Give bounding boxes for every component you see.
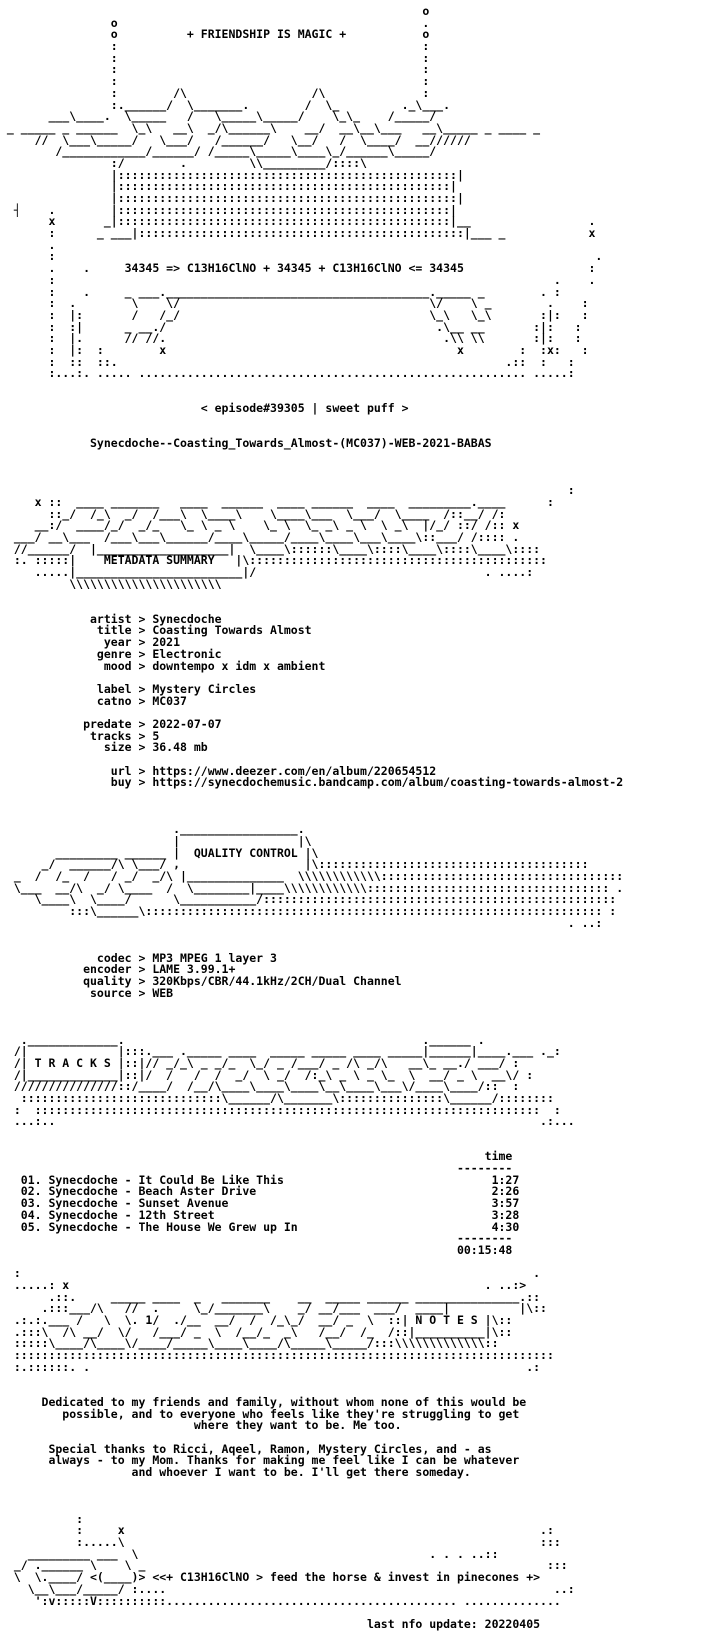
nfo-line: predate > 2022-07-07 [0, 716, 222, 731]
nfo-line: : [0, 1511, 84, 1526]
nfo-line: and whoever I want to be. I'll get there someday. [0, 1464, 471, 1479]
nfo-line: .:::___/\ // . \_/_______\ _/ __/___ ___/ ____| |\:: [0, 1301, 547, 1316]
nfo-line [0, 1479, 704, 1491]
nfo-line: : : [0, 74, 430, 89]
nfo-line: : :: ::. .:: : : [0, 354, 575, 369]
nfo-line: |:::::::::::::::::::::::::::::::::::::::::::::::::| [0, 191, 464, 205]
nfo-line: Synecdoche--Coasting_Towards_Almost-(MC037)-WEB-2021-BABAS [0, 436, 492, 451]
nfo-line: title > Coasting Towards Almost [0, 623, 312, 638]
nfo-line: artist > Synecdoche [0, 611, 222, 626]
nfo-line: : . [0, 249, 603, 264]
nfo-line: :. :::::| METADATA SUMMARY |\::::::::::::::::::::::::::::::::::::::::::: [0, 553, 547, 568]
nfo-line: __:/ ____/_/ _/_ \_ \ _ \ \_ \ \_ _\ _ \ \ _\ |/_/ ::/ /:: x [0, 518, 520, 533]
nfo-line: _ / /_ / / _/ _/\ |______________ \\\\\\\\\\\\::::::::::::::::::::::::::::::::::: [0, 868, 624, 883]
nfo-line: // \___\_____/ \___/ /______/ \__/ / \____/ __////// [0, 132, 471, 147]
nfo-line: ___/ __\___ /___\___\______/____\_____/____\____\___\____\::___/ /:::: . [0, 529, 520, 544]
nfo-line: size > 36.48 mb [0, 740, 208, 755]
nfo-line: 05. Synecdoche - The House We Grew up In 4:30 [0, 1219, 520, 1234]
nfo-line: \ \.____/ <(____)> <<+ C13H16ClNO > feed the horse & invest in pinecones +> [0, 1570, 541, 1585]
nfo-line: :...:. ..... ........................................................ .....: [0, 366, 575, 381]
nfo-line: : : [0, 62, 430, 77]
nfo-line: < episode#39305 | sweet puff > [0, 401, 409, 416]
nfo-line: -------- [0, 1161, 513, 1176]
nfo-line [0, 1373, 704, 1385]
nfo-line: : . \ \/ \/ \ _ . : [0, 296, 589, 311]
nfo-line: encoder > LAME 3.99.1+ [0, 962, 236, 977]
nfo-line: . [0, 237, 56, 252]
nfo-line [0, 789, 704, 801]
nfo-line: ┤ . |::::::::::::::::::::::::::::::::::::::::::::::::| [0, 202, 457, 217]
nfo-line: 01. Synecdoche - It Could Be Like This 1:27 [0, 1172, 520, 1187]
nfo-line: always - to my Mom. Thanks for making me feel like I can be whatever [0, 1453, 520, 1468]
nfo-line: //______/ |___________________| \____\::::::\____\::::\____\::::\____\:::: [0, 541, 541, 556]
nfo-line [0, 801, 704, 813]
nfo-line: mood > downtempo x idm x ambient [0, 658, 326, 673]
nfo-line: :/ . \\_________/::::\ [0, 155, 367, 170]
nfo-line: _________ ___ \ . . . ..:: [0, 1546, 499, 1561]
nfo-line: /| T R A C K S |::|// _/_\ _ _/_ \_/ _ /___/ _ /\ _/\ __\_ __./ ___/ : [0, 1055, 520, 1070]
nfo-line: /____________/______/ /_____\_____\____\_/______\_____/ [0, 144, 437, 159]
nfo-line: : |: / /_/ \_\ \_\ :|: : [0, 307, 589, 322]
nfo-line: : |. // //. .\\ \\ :|: : [0, 331, 582, 346]
nfo-line: : : [0, 39, 430, 54]
nfo-line: _/ .______ \ \ _ ::: [0, 1558, 568, 1573]
nfo-line: ::_/ /_\ _/ /___\ \____\ \____\___ \___/ \____ /::__/ /: [0, 506, 506, 521]
nfo-line: codec > MP3 MPEG 1 layer 3 [0, 950, 277, 965]
nfo-line: | |\ [0, 833, 312, 848]
nfo-line: ___\____. \_____ / \_____\_____/ \_\_ /_____/ [0, 109, 437, 124]
nfo-line [0, 999, 704, 1011]
nfo-line [0, 462, 704, 474]
nfo-line: :.....\ ::: [0, 1535, 561, 1550]
nfo-line: time [0, 1149, 513, 1164]
nfo-line: :::::::::::::::::::::::::::::::::::::::::::::::::::::::::::::::::::::::::::::: [0, 1348, 554, 1363]
nfo-line: ...:.. .:... [0, 1114, 575, 1129]
nfo-line: : : [0, 50, 430, 65]
nfo-line: . ..: [0, 915, 603, 930]
nfo-line [0, 380, 704, 392]
nfo-line [0, 1502, 704, 1514]
nfo-line: _________ ______ | QUALITY CONTROL |\ [0, 845, 319, 860]
nfo-line: ._____________. .______ . [0, 1032, 485, 1047]
nfo-line: : /\ /\ : [0, 85, 430, 100]
nfo-line [0, 1011, 704, 1023]
nfo-line: |:::::::::::::::::::::::::::::::::::::::::::::::::| [0, 167, 464, 182]
nfo-line [0, 590, 704, 602]
nfo-line: url > https://www.deezer.com/en/album/220654512 [0, 763, 437, 778]
nfo-line [0, 1128, 704, 1140]
nfo-line: \\\\\\\\\\\\\\\\\\\\\\ [0, 576, 222, 591]
nfo-line: Dedicated to my friends and family, without whom none of this would be [0, 1394, 527, 1409]
nfo-line [0, 415, 704, 427]
nfo-line: quality > 320Kbps/CBR/44.1kHz/2CH/Dual Channel [0, 974, 402, 989]
nfo-line: :::::::::::::::::::::::::::::\______/\_______\:::::::::::::::\______/:::::::: [0, 1090, 554, 1105]
nfo-line: -------- [0, 1231, 513, 1246]
nfo-line: tracks > 5 [0, 728, 160, 743]
nfo-line: .....: x . ..:> [0, 1277, 527, 1292]
nfo-line: catno > MC037 [0, 693, 187, 708]
nfo-line: ':v:::::V::::::::::.......................................... .............. [0, 1593, 561, 1608]
nfo-line [0, 450, 704, 462]
nfo-line: \___ __/\ _/ \____ / \________|____\\\\\\\\\\\\::::::::::::::::::::::::::::::::::: . [0, 880, 624, 895]
nfo-line: : :| _ __./ .\__ __ :|: : [0, 319, 582, 334]
nfo-line: : [0, 483, 575, 498]
nfo-line: 02. Synecdoche - Beach Aster Drive 2:26 [0, 1184, 520, 1199]
nfo-line: 04. Synecdoche - 12th Street 3:28 [0, 1207, 520, 1222]
nfo-line: \____\ \____/ \___________/::::::::::::::::::::::::::::::::::::::::::::::::::: [0, 892, 617, 907]
nfo-line: last nfo update: 20220405 [0, 1616, 541, 1631]
nfo-line: : . _ ___.______________________________________._____ _ . : [0, 284, 561, 299]
nfo-line: Special thanks to Ricci, Aqeel, Ramon, Mystery Circles, and - as [0, 1441, 492, 1456]
nfo-line: .:::\ /\ __/ \/ /___/ _ \ /__/_ _\ /__/ /_ /::|__________|\:: [0, 1324, 513, 1339]
nfo-line: where they want to be. Me too. [0, 1418, 402, 1433]
nfo-line: /| |:::.___ ._____ ____ _____ _____ ____ _____|______|____.___ ._: [0, 1044, 561, 1059]
nfo-line: \__\___/_____/ :.... ..: [0, 1581, 575, 1596]
nfo-line: .....|________________________|/ . ....: [0, 565, 534, 579]
nfo-line: : x .: [0, 1523, 554, 1538]
nfo-line: 03. Synecdoche - Sunset Avenue 3:57 [0, 1196, 520, 1211]
nfo-line: _/ ______/\ \___/ , |\::::::::::::::::::::::::::::::::::::::: [0, 857, 589, 872]
nfo-line: .::. _____ ____ _ _______ __ _____ ______ _______________.:: [0, 1289, 541, 1304]
nfo-line: :.______/ \_______. / \_ ._\___. [0, 97, 451, 112]
nfo-line: _ _____ _ ______ \_\ __\ _/\______\ __/ __\__\___ __\_____ _ ____ _ [0, 120, 541, 135]
nfo-line: : _ ___|:::::::::::::::::::::::::::::::::::::::::::::::|___ _ x [0, 226, 596, 241]
nfo-line: :::\______\:::::::::::::::::::::::::::::::::::::::::::::::::::::::::::::::::: : [0, 903, 617, 918]
nfo-line: o [0, 4, 430, 18]
nfo-line: x :: ____ _______ ____ ______ ____ ______ ____ _________.____ : [0, 494, 554, 509]
nfo-line: possible, and to everyone who feels like they're struggling to get [0, 1406, 520, 1421]
nfo-line: x _|::::::::::::::::::::::::::::::::::::::::::::::::|__ . [0, 214, 596, 229]
nfo-line: source > WEB [0, 985, 174, 1000]
nfo-line [0, 1490, 704, 1502]
nfo-line: o + FRIENDSHIP IS MAGIC + o [0, 27, 430, 42]
nfo-line: o . [0, 15, 430, 30]
nfo-line: genre > Electronic [0, 646, 222, 661]
nfo-line: /|_____________|::|/ / / / _/ \ _/ /:_\ _ \ _ \_ \ __/ _ \ __\/ : [0, 1067, 534, 1082]
nfo-line: : ::::::::::::::::::::::::::::::::::::::::::::::::::::::::::::::::::::::::: : [0, 1102, 561, 1117]
nfo-line: year > 2021 [0, 635, 181, 650]
nfo-line: : |: : x x : :x: : [0, 342, 589, 357]
nfo-line: :.::::::. . .: [0, 1359, 541, 1374]
nfo-line: :::::\____/\____\/____/_____\____\____/\_____\_____/:::\\\\\\\\\\\\\:: [0, 1336, 499, 1351]
nfo-line: .:.:.___ / \ \. 1/ ./__ __/ / /_\_/ __/ _ \ ::| N O T E S |\:: [0, 1313, 513, 1327]
nfo-line: . . 34345 => C13H16ClNO + 34345 + C13H16ClNO <= 34345 : [0, 261, 596, 276]
nfo-line: : . . [0, 272, 596, 287]
nfo-line: label > Mystery Circles [0, 681, 257, 696]
nfo-line: |::::::::::::::::::::::::::::::::::::::::::::::::| [0, 179, 457, 194]
nfo-line: 00:15:48 [0, 1242, 513, 1257]
nfo-line: buy > https://synecdochemusic.bandcamp.com/album/coasting-towards-almost-2 [0, 775, 624, 790]
nfo-line: : . [0, 1266, 541, 1281]
nfo-line [0, 929, 704, 941]
nfo-line: ._________________. [0, 822, 305, 837]
nfo-line: ///////////////::/____/ /__/\____\____\____\__\____\___\/____\____/:: : [0, 1079, 520, 1094]
